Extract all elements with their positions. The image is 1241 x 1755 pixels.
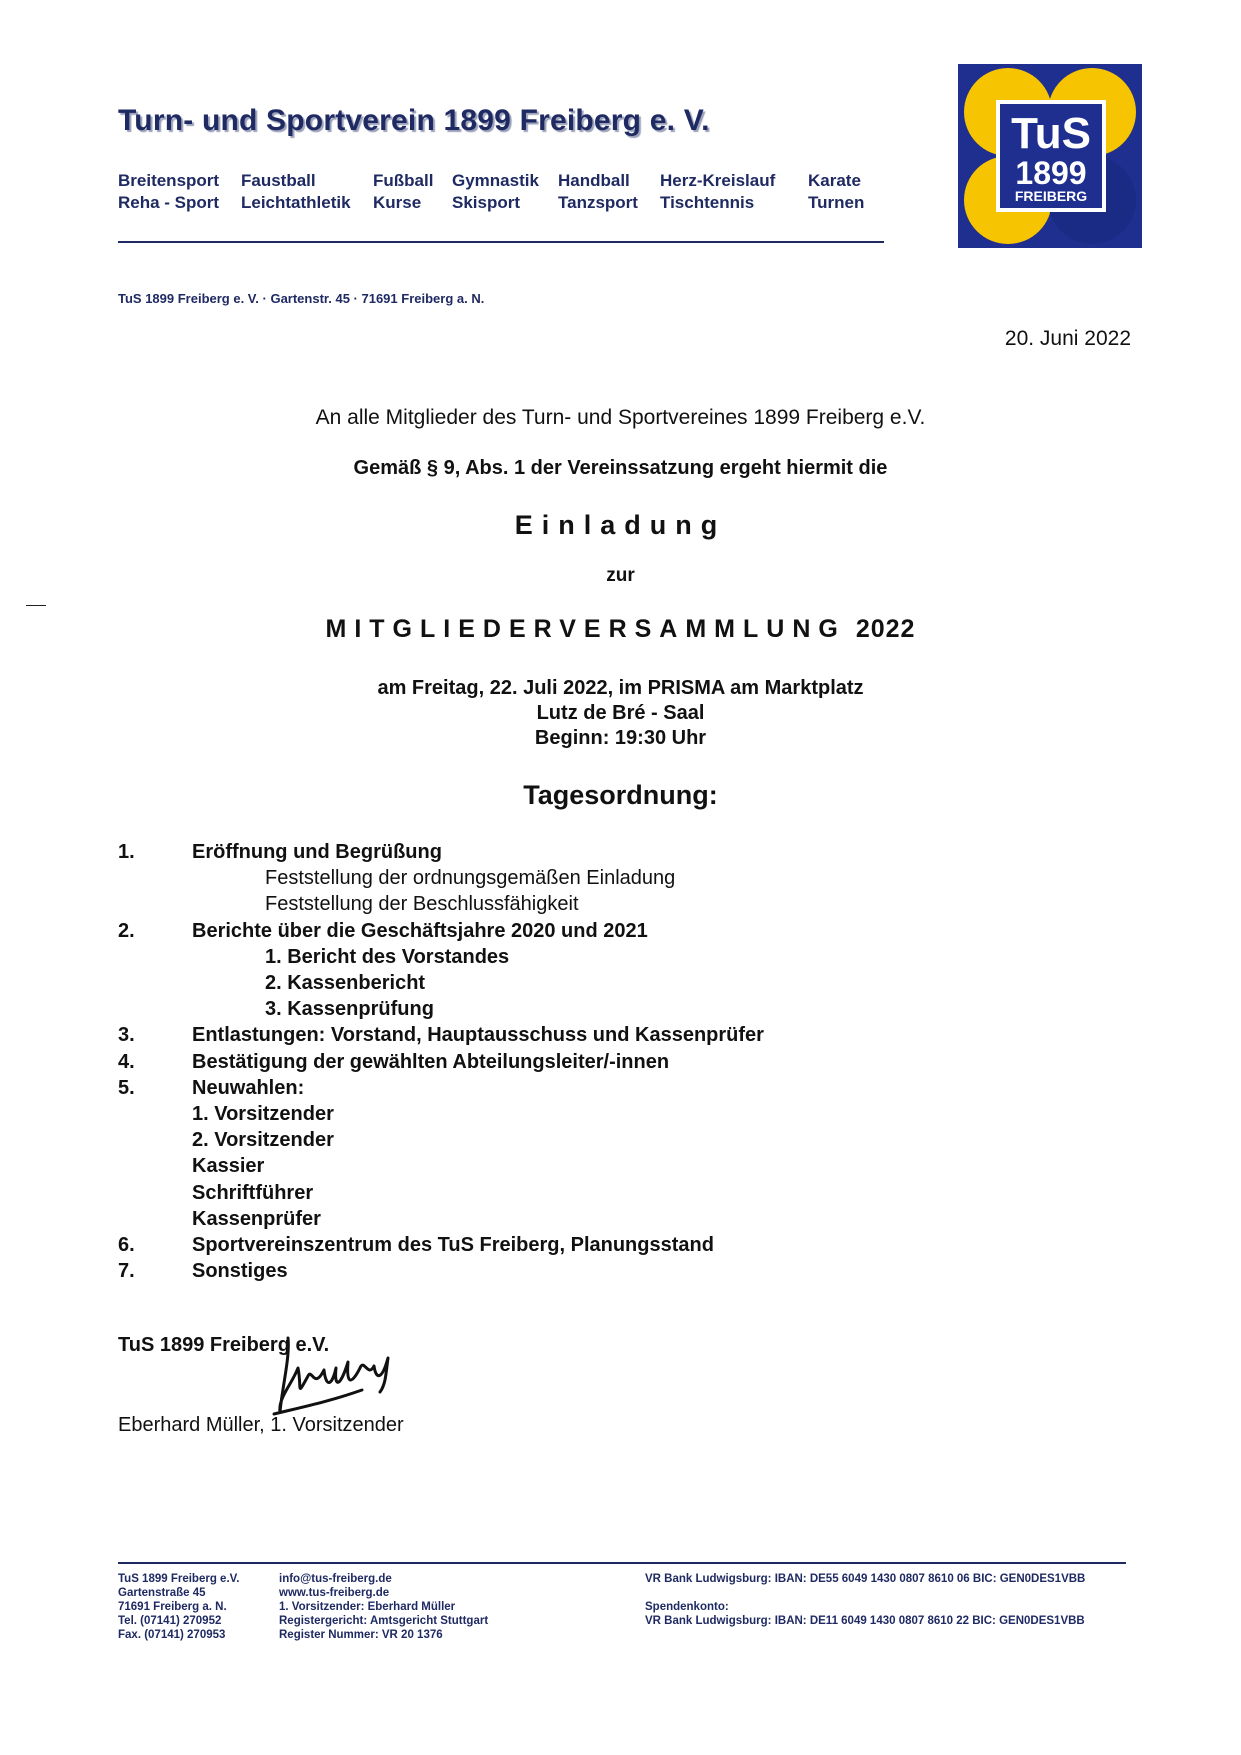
agenda-subitem: Feststellung der ordnungsgemäßen Einladung — [265, 867, 676, 890]
agenda-subitem: 2. Kassenbericht — [265, 972, 426, 994]
agenda-number: 3. — [118, 1024, 135, 1047]
sport-item: Gymnastik — [452, 171, 539, 190]
agenda-subitem: Kassier — [192, 1155, 265, 1178]
agenda-item-title: Sportvereinszentrum des TuS Freiberg, Planungsstand — [192, 1234, 714, 1256]
sports-column — [118, 170, 219, 214]
agenda-item-title: Entlastungen: Vorstand, Hauptausschuss und Kassenprüfer — [192, 1024, 764, 1047]
sport-item: Karate — [808, 171, 861, 190]
footer-line: Tel. (07141) 270952 — [118, 1615, 222, 1627]
agenda-number: 5. — [118, 1076, 135, 1099]
footer-line: www.tus-freiberg.de — [279, 1587, 390, 1599]
agenda-subitem: 3. Kassenprüfung — [265, 998, 434, 1021]
agenda-number: 7. — [118, 1260, 135, 1283]
footer-line: Register Nummer: VR 20 1376 — [279, 1629, 443, 1641]
footer-line: Fax. (07141) 270953 — [118, 1629, 226, 1641]
agenda-item-title: Berichte über die Geschäftsjahre 2020 und 2021 — [192, 919, 648, 942]
agenda-number: 2. — [118, 919, 135, 942]
footer-line: info@tus-freiberg.de — [279, 1573, 392, 1585]
sport-item: Fußball — [373, 171, 434, 190]
club-logo — [958, 64, 1142, 248]
letter-date: 20. Juni 2022 — [1004, 327, 1131, 350]
fold-mark — [26, 605, 46, 606]
meeting-details — [0, 676, 1241, 751]
footer-line: VR Bank Ludwigsburg: IBAN: DE55 6049 1430 0807 8610 06 BIC: GEN0DES1VBB — [645, 1573, 1086, 1585]
invitation-heading: Einladung — [514, 510, 727, 540]
footer-contact — [279, 1572, 488, 1642]
agenda-title: Tagesordnung: — [523, 780, 718, 810]
meeting-title — [0, 615, 1241, 644]
agenda-item-title: Sonstiges — [192, 1260, 288, 1283]
logo-text-tus: TuS — [1011, 109, 1091, 158]
sport-item: Breitensport — [118, 171, 220, 190]
logo-text-year: 1899 — [1015, 155, 1087, 191]
signer-name: Eberhard Müller, 1. Vorsitzender — [118, 1414, 404, 1436]
agenda-item-title: Eröffnung und Begrüßung — [192, 841, 442, 863]
footer-line: Spendenkonto: — [645, 1601, 729, 1613]
header-divider — [118, 241, 884, 243]
footer-line: TuS 1899 Freiberg e.V. — [118, 1573, 240, 1585]
meeting-date-location: am Freitag, 22. Juli 2022, im PRISMA am Marktplatz — [377, 677, 864, 699]
sport-item: Herz-Kreislauf — [660, 171, 776, 190]
footer-line: VR Bank Ludwigsburg: IBAN: DE11 6049 1430 0807 8610 22 BIC: GEN0DES1VBB — [645, 1615, 1085, 1627]
footer-line — [645, 1586, 1085, 1600]
agenda-item-title: Bestätigung der gewählten Abteilungsleiter/-innen — [192, 1050, 670, 1073]
footer-address — [118, 1572, 239, 1642]
invitation-zur: zur — [606, 565, 635, 586]
sports-column — [808, 170, 864, 214]
footer-divider — [118, 1562, 1126, 1564]
sport-item: Reha - Sport — [118, 193, 220, 212]
footer-line: 1. Vorsitzender: Eberhard Müller — [279, 1601, 456, 1613]
sport-item: Handball — [558, 171, 630, 190]
sport-item: Tanzsport — [558, 193, 638, 212]
meeting-title-text: MITGLIEDERVERSAMMLUNG — [325, 615, 846, 643]
agenda-subitem: 1. Bericht des Vorstandes — [265, 945, 510, 968]
sport-item: Faustball — [241, 171, 316, 190]
sport-item: Skisport — [452, 193, 521, 212]
agenda-number: 1. — [118, 841, 135, 863]
signature — [268, 1328, 408, 1418]
agenda-item-title: Neuwahlen: — [192, 1076, 305, 1099]
sender-line: TuS 1899 Freiberg e. V. · Gartenstr. 45 · 71691 Freiberg a. N. — [118, 291, 485, 306]
sport-item: Kurse — [373, 193, 422, 212]
statute-line: Gemäß § 9, Abs. 1 der Vereinssatzung ergeht hiermit die — [353, 457, 888, 479]
agenda-subitem: 1. Vorsitzender — [192, 1103, 334, 1125]
sports-column — [660, 170, 775, 214]
footer-line: Registergericht: Amtsgericht Stuttgart — [279, 1615, 489, 1627]
sports-column — [241, 170, 351, 214]
meeting-start: Beginn: 19:30 Uhr — [534, 727, 707, 749]
footer-line: 71691 Freiberg a. N. — [118, 1601, 227, 1613]
agenda-number: 6. — [118, 1234, 135, 1256]
footer-line: Gartenstraße 45 — [118, 1587, 206, 1599]
org-name: Turn- und Sportverein 1899 Freiberg e. V. — [118, 104, 710, 137]
sport-item: Leichtathletik — [241, 193, 351, 212]
agenda-subitem: Schriftführer — [192, 1181, 314, 1204]
meeting-room: Lutz de Bré - Saal — [536, 702, 705, 724]
sport-item: Tischtennis — [660, 193, 755, 212]
meeting-year: 2022 — [855, 615, 916, 643]
closing-org: TuS 1899 Freiberg e.V. — [118, 1334, 330, 1356]
footer-bank — [645, 1572, 1085, 1628]
addressee: An alle Mitglieder des Turn- und Sportvereines 1899 Freiberg e.V. — [315, 406, 926, 429]
sports-column — [373, 170, 433, 214]
agenda-subitem: Feststellung der Beschlussfähigkeit — [265, 893, 579, 916]
agenda-number: 4. — [118, 1050, 135, 1073]
agenda-subitem: Kassenprüfer — [192, 1207, 321, 1230]
logo-text-town: FREIBERG — [1014, 188, 1088, 204]
agenda-subitem: 2. Vorsitzender — [192, 1129, 334, 1152]
sports-column — [558, 170, 638, 214]
sport-item: Turnen — [808, 193, 865, 212]
sports-column — [452, 170, 539, 214]
